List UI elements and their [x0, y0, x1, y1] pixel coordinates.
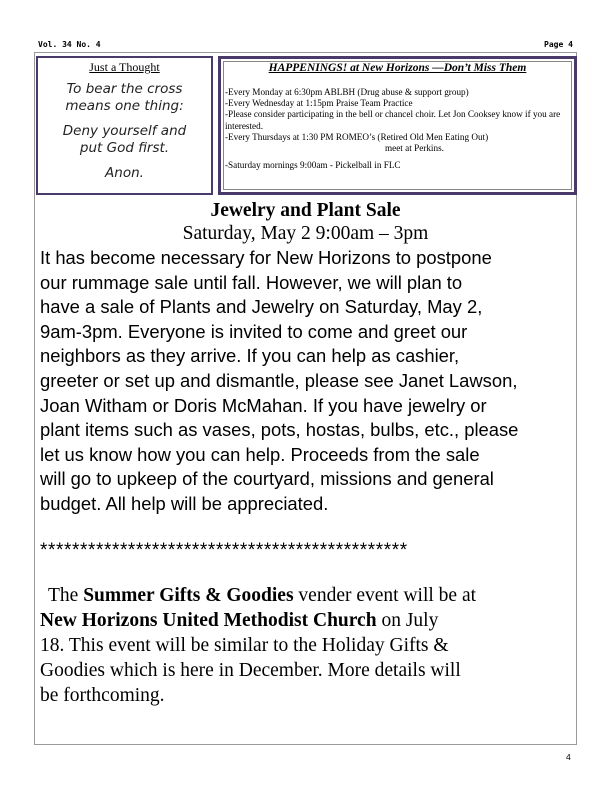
sale-line: plant items such as vases, pots, hostas, bulbs, etc., please — [40, 419, 519, 441]
happenings-list — [225, 87, 570, 171]
thought-line: means one thing: — [65, 98, 184, 114]
sale-line: let us know how you can help. Proceeds from the sale — [40, 443, 480, 465]
sale-line: have a sale of Plants and Jewelry on Saturday, May 2, — [40, 296, 483, 318]
sale-line: budget. All help will be appreciated. — [40, 492, 329, 514]
happenings-item: -Every Thursdays at 1:30 PM ROMEO’s (Retired Old Men Eating Out) — [225, 131, 489, 142]
thought-author: Anon. — [105, 165, 144, 181]
sale-line: our rummage sale until fall. However, we will plan to — [40, 271, 463, 293]
happenings-item: meet at Perkins. — [385, 143, 444, 154]
thought-line: Deny yourself and — [62, 123, 187, 139]
page-label: Page 4 — [544, 40, 573, 49]
thought-title: Just a Thought — [89, 60, 160, 74]
summer-event-paragraph — [40, 583, 570, 708]
church-name: New Horizons United Methodist Church — [40, 610, 377, 631]
sale-line: Joan Witham or Doris McMahan. If you have jewelry or — [40, 394, 487, 416]
thought-line: put God first. — [79, 140, 170, 156]
summer-text: The — [48, 585, 84, 606]
happenings-item: -Every Wednesday at 1:15pm Praise Team Practice — [225, 98, 413, 109]
happenings-item: -Please consider participating in the bell or chancel choir. Let Jon Cooksey know if you are interested. — [225, 109, 561, 131]
happenings-item: -Every Monday at 6:30pm ABLBH (Drug abuse & support group) — [225, 87, 469, 97]
sale-line: 9am-3pm. Everyone is invited to come and greet our — [40, 320, 468, 342]
volume-label: Vol. 34 No. 4 — [38, 40, 101, 49]
sale-line: neighbors as they arrive. If you can help as cashier, — [40, 345, 460, 367]
summer-event-name: Summer Gifts & Goodies — [83, 585, 294, 606]
page-number: 4 — [566, 752, 571, 762]
thought-line: To bear the cross — [66, 81, 183, 97]
happenings-box — [218, 56, 577, 195]
sale-line: It has become necessary for New Horizons to postpone — [40, 247, 492, 268]
summer-line: 18. This event will be similar to the Holiday Gifts & — [40, 635, 449, 656]
star-divider: ********************************************** — [40, 540, 408, 561]
summer-line: Goodies which is here in December. More details will — [40, 660, 461, 681]
sale-line: will go to upkeep of the courtyard, missions and general — [40, 468, 494, 490]
happenings-item: -Saturday mornings 9:00am - Pickelball in FLC — [225, 160, 401, 171]
happenings-title: HAPPENINGS! at New Horizons —Don’t Miss Them — [268, 62, 527, 74]
thought-box — [36, 56, 213, 195]
summer-text: on July — [376, 610, 439, 631]
sale-body — [40, 246, 570, 517]
sale-line: greeter or set up and dismantle, please see Janet Lawson, — [40, 369, 518, 391]
sale-date: Saturday, May 2 9:00am – 3pm — [182, 223, 429, 244]
sale-title: Jewelry and Plant Sale — [210, 200, 401, 221]
thought-quote — [38, 81, 211, 157]
summer-line: be forthcoming. — [40, 685, 165, 706]
summer-text: vender event will be at — [293, 585, 477, 606]
